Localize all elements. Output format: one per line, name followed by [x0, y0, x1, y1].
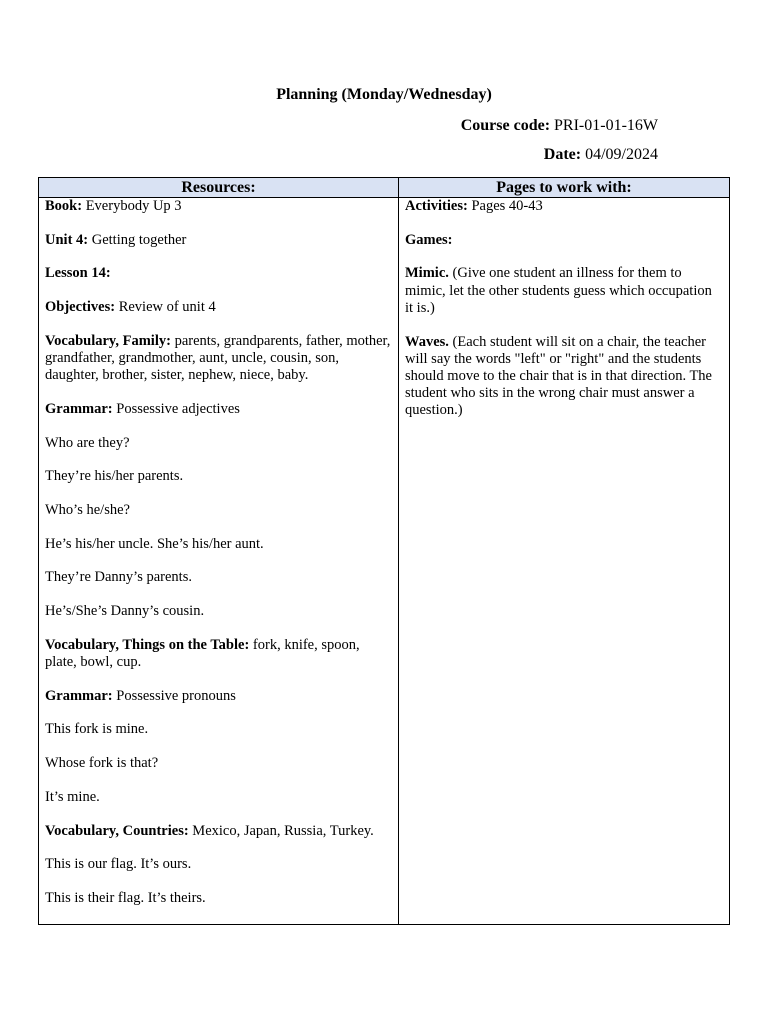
resource-item-text: He’s/She’s Danny’s cousin.: [45, 603, 205, 620]
activity-item: [405, 232, 723, 249]
planning-table: [38, 177, 730, 925]
resource-item-label: Objectives:: [45, 299, 116, 316]
resource-item-text: This fork is mine.: [45, 721, 149, 738]
resource-item: [45, 755, 392, 772]
resource-item: [45, 789, 392, 806]
resource-item-text: Who’s he/she?: [45, 502, 130, 519]
course-code-value: PRI-01-01-16W: [554, 117, 658, 134]
date-value: 04/09/2024: [585, 146, 658, 163]
resource-item-text: This is our flag. It’s ours.: [45, 856, 192, 873]
activity-item-label: Activities:: [405, 198, 468, 214]
activity-item: [405, 334, 723, 420]
resource-item-label: Vocabulary, Countries:: [45, 822, 189, 839]
activity-item-label: Games:: [405, 231, 453, 248]
resource-item: [45, 603, 392, 620]
resource-item: [45, 688, 392, 705]
activity-item: [405, 265, 723, 317]
resource-item: [45, 502, 392, 519]
resource-item-text: This is their flag. It’s theirs.: [45, 889, 206, 906]
resource-item-text: Review of unit 4: [115, 299, 216, 316]
resource-item-text: Whose fork is that?: [45, 755, 159, 772]
resource-item: [45, 569, 392, 586]
activity-item-text: (Give one student an illness for them to mimic, let the other students guess which occupation it is.): [405, 265, 712, 316]
course-code-line: [461, 117, 658, 135]
resource-item-text: He’s his/her uncle. She’s his/her aunt.: [45, 535, 264, 552]
resource-item-label: Lesson 14:: [45, 265, 111, 282]
resource-item-label: Grammar:: [45, 400, 113, 417]
resources-cell: [39, 198, 399, 925]
resource-item-text: Everybody Up 3: [82, 198, 182, 214]
resource-item-text: Possessive adjectives: [112, 400, 240, 417]
resource-item: [45, 333, 392, 385]
resource-item: [45, 232, 392, 249]
page-title: Planning (Monday/Wednesday): [276, 86, 492, 103]
resource-item: [45, 468, 392, 485]
resource-item-text: Getting together: [88, 231, 187, 248]
resource-item-label: Unit 4:: [45, 231, 89, 248]
resource-item-label: Vocabulary, Things on the Table:: [45, 636, 250, 653]
resource-item: [45, 637, 392, 671]
resource-item-label: Book:: [45, 198, 83, 214]
resource-item: [45, 299, 392, 316]
resource-item: [45, 890, 392, 907]
resource-item: [45, 856, 392, 873]
resource-item: [45, 721, 392, 738]
resource-item-text: They’re Danny’s parents.: [45, 569, 192, 586]
resources-header: Resources:: [39, 178, 399, 198]
resource-item: [45, 435, 392, 452]
activity-item-text: (Each student will sit on a chair, the teacher will say the words "left" or "right" and the students should move to the chair that is in that direction. The student who sits in the wrong chair must answer a question.): [405, 333, 712, 419]
table-row: [39, 198, 730, 925]
pages-cell: [399, 198, 730, 925]
resource-item-label: Grammar:: [45, 687, 113, 704]
date-label: Date:: [543, 146, 582, 163]
date-line: [544, 146, 658, 164]
resource-item-text: It’s mine.: [45, 788, 100, 805]
table-header-row: [39, 178, 730, 198]
resource-item: [45, 823, 392, 840]
resource-item-label: Vocabulary, Family:: [45, 332, 171, 349]
activity-item-text: Pages 40-43: [467, 198, 543, 214]
resource-item: [45, 198, 392, 215]
course-code-label: Course code:: [460, 117, 551, 134]
resource-item-text: Possessive pronouns: [112, 687, 236, 704]
resource-item: [45, 265, 392, 282]
pages-header: Pages to work with:: [399, 178, 730, 198]
resource-item-text: They’re his/her parents.: [45, 468, 184, 485]
activity-item-label: Mimic.: [405, 265, 449, 282]
resource-item-text: parents, grandparents, father, mother, grandfather, grandmother, aunt, uncle, cousin, son, daughter, brother, sister, nephew, niece, baby.: [45, 332, 391, 384]
activity-item-label: Waves.: [405, 333, 449, 350]
resource-item: [45, 401, 392, 418]
resource-item-text: fork, knife, spoon, plate, bowl, cup.: [45, 636, 360, 671]
activity-item: [405, 198, 723, 215]
resource-item: [45, 536, 392, 553]
resource-item-text: Who are they?: [45, 434, 130, 451]
resource-item-text: Mexico, Japan, Russia, Turkey.: [188, 822, 374, 839]
